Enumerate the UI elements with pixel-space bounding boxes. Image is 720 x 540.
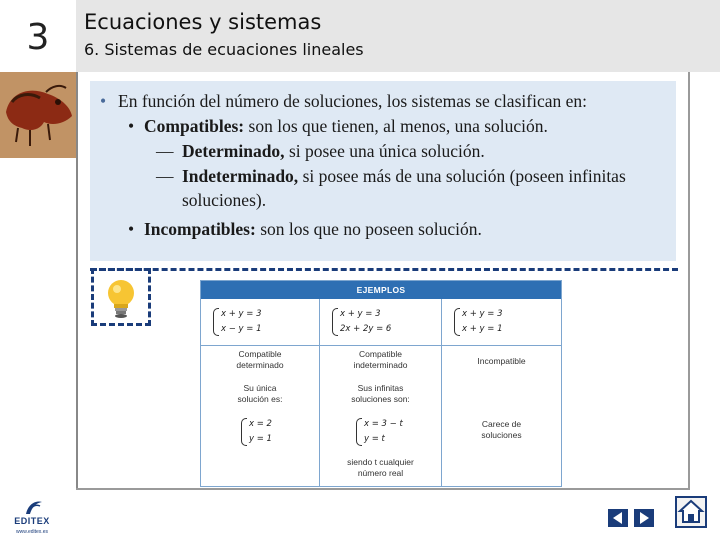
solution-system <box>241 417 272 447</box>
system-type <box>201 349 319 371</box>
example-column-incompatible <box>442 299 561 487</box>
solution: y = t <box>364 434 385 444</box>
lightbulb-box[interactable] <box>91 268 151 326</box>
brace-icon <box>332 308 338 336</box>
solution-caption <box>201 383 319 405</box>
arrow-right-icon <box>635 510 653 526</box>
intro-text: • En función del número de soluciones, los sistemas se clasifican en: <box>100 89 626 114</box>
arrow-left-icon <box>609 510 627 526</box>
editex-logo-icon <box>6 498 58 516</box>
section-subtitle: 6. Sistemas de ecuaciones lineales <box>84 40 364 59</box>
row-divider <box>320 345 441 346</box>
determinado-text: si posee una única solución. <box>284 141 485 161</box>
compatibles-text: son los que tienen, al menos, una solución. <box>244 116 548 136</box>
indeterminado-term: Indeterminado, <box>182 166 299 186</box>
caption-line: soluciones son: <box>351 394 410 404</box>
example-column-determinado <box>201 299 320 487</box>
solution: x = 3 − t <box>364 419 403 429</box>
editex-logo <box>6 498 58 538</box>
indeterminado-item <box>100 164 626 189</box>
brace-icon <box>356 418 362 446</box>
home-icon <box>677 498 705 526</box>
next-button[interactable] <box>634 509 654 527</box>
equation: x + y = 3 <box>340 309 381 319</box>
page-title: Ecuaciones y sistemas <box>84 10 322 34</box>
caption-line: Carece de <box>481 419 522 429</box>
note-line: siendo t cualquier <box>347 457 414 467</box>
type-line: Compatible <box>238 349 282 359</box>
compatibles-term: Compatibles: <box>144 116 245 136</box>
indeterminado-continuation: soluciones). <box>182 190 267 210</box>
row-divider <box>201 345 319 346</box>
caption-line: soluciones <box>481 430 522 440</box>
equation-system <box>213 307 262 337</box>
equation-system <box>332 307 391 337</box>
home-button[interactable] <box>675 496 707 528</box>
solution-caption <box>442 419 561 441</box>
row-divider <box>442 345 561 346</box>
logo-text: EDITEX <box>14 516 50 526</box>
solution-caption <box>320 383 441 405</box>
classification-panel <box>90 81 676 261</box>
brace-icon <box>454 308 460 336</box>
type-line: determinado <box>236 360 284 370</box>
equation: x + y = 3 <box>221 309 262 319</box>
header-bar <box>76 0 720 72</box>
incompatibles-term: Incompatibles: <box>144 219 256 239</box>
note-line: número real <box>357 468 404 478</box>
brace-icon <box>241 418 247 446</box>
parameter-note <box>320 457 441 479</box>
compatibles-item <box>100 114 626 139</box>
indeterminado-text: si posee más de una solución (poseen infinitas <box>298 166 626 186</box>
type-line: Compatible <box>359 349 402 359</box>
determinado-term: Determinado, <box>182 141 285 161</box>
caption-line: Su única <box>243 383 277 393</box>
determinado-item <box>100 139 626 164</box>
incompatibles-text: son los que no poseen solución. <box>255 219 482 239</box>
brace-icon <box>213 308 219 336</box>
examples-table <box>200 280 562 487</box>
dash-marker: — <box>156 141 174 161</box>
equation: x + y = 3 <box>462 309 503 319</box>
dash-marker: — <box>156 166 174 186</box>
equation: x + y = 1 <box>462 324 503 334</box>
solution: x = 2 <box>249 419 272 429</box>
cave-painting-image <box>0 72 76 158</box>
incompatibles-item <box>100 217 626 242</box>
example-column-indeterminado <box>320 299 442 487</box>
previous-button[interactable] <box>608 509 628 527</box>
equation: 2x + 2y = 6 <box>340 324 392 334</box>
equation: x − y = 1 <box>221 324 262 334</box>
system-type <box>320 349 441 371</box>
solution: y = 1 <box>249 434 272 444</box>
examples-header: EJEMPLOS <box>201 281 561 299</box>
solution-system <box>356 417 403 447</box>
caption-line: Sus infinitas <box>357 383 404 393</box>
type-line: indeterminado <box>353 360 408 370</box>
caption-line: solución es: <box>237 394 283 404</box>
lightbulb-icon <box>94 271 148 323</box>
system-type: Incompatible <box>477 356 526 366</box>
logo-url: www.editex.es <box>16 529 48 535</box>
unit-number: 3 <box>26 17 50 58</box>
dashed-separator <box>90 268 678 271</box>
equation-system <box>454 307 503 337</box>
